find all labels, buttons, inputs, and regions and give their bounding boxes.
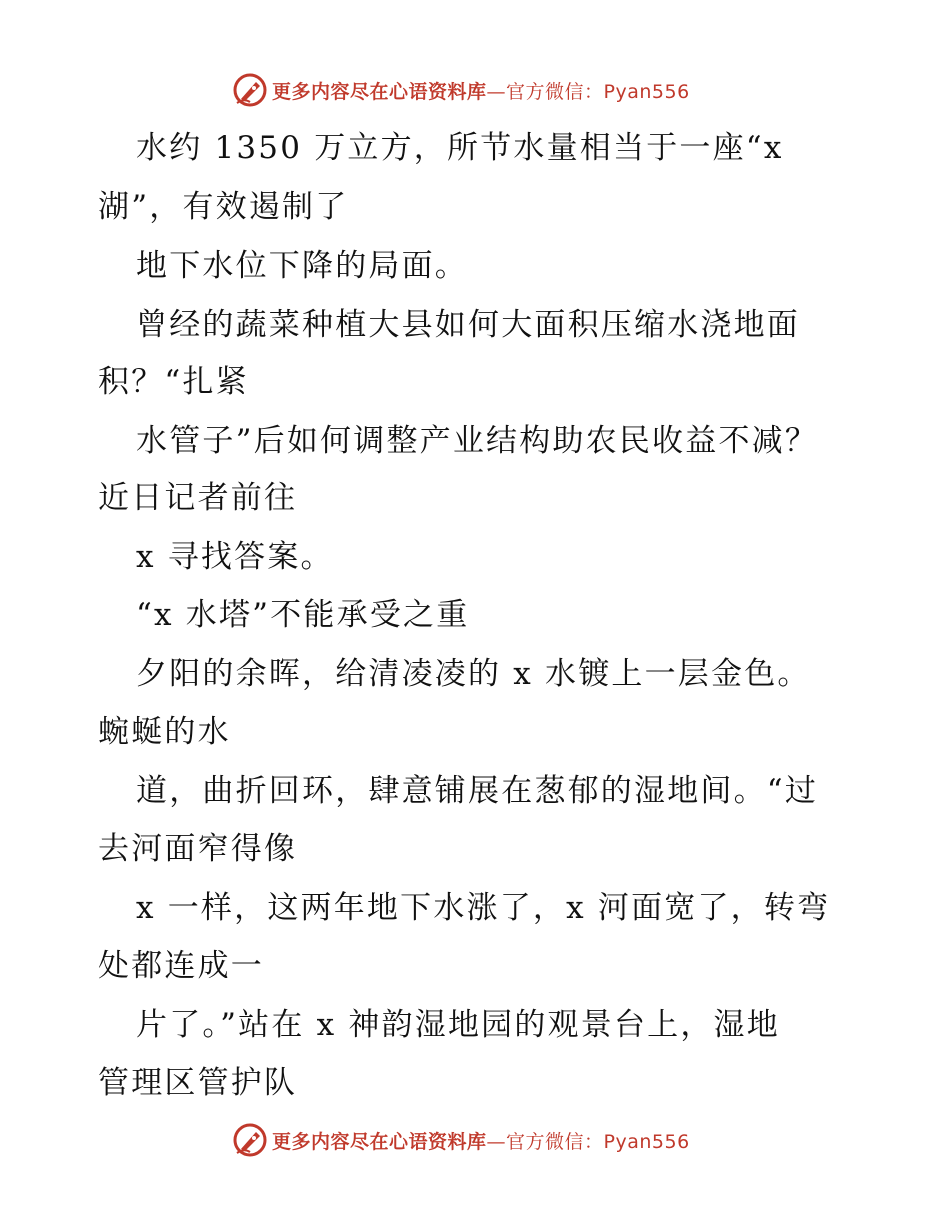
footer-watermark: [232, 1122, 712, 1158]
text-line: “x 水塔”不能承受之重: [136, 597, 470, 633]
text-line: 水约 1350 万立方，所节水量相当于一座“x: [136, 130, 784, 166]
pen-nib-logo-icon: [232, 1122, 268, 1158]
text-line: 片了。”站在 x 神韵湿地园的观景台上，湿地: [136, 1007, 780, 1043]
watermark-text: [272, 1127, 690, 1154]
text-line: 处都连成一: [98, 948, 264, 984]
watermark-dash: —: [486, 80, 507, 103]
text-line: 夕阳的余晖，给清凌凌的 x 水镀上一层金色。: [136, 656, 811, 692]
watermark-wechat-label: 官方微信：: [506, 1130, 604, 1153]
text-line: 蜿蜒的水: [98, 714, 231, 750]
text-line: 曾经的蔬菜种植大县如何大面积压缩水浇地面: [136, 307, 800, 343]
watermark-dash: —: [486, 1130, 507, 1153]
watermark-wechat-label: 官方微信：: [506, 80, 604, 103]
text-line: 湖”，有效遏制了: [98, 189, 349, 225]
watermark-wechat-id: Pyan556: [603, 1130, 690, 1153]
text-line: 管理区管护队: [98, 1065, 298, 1101]
text-line: 水管子”后如何调整产业结构助农民收益不减？: [136, 423, 819, 459]
text-line: x 寻找答案。: [136, 539, 334, 575]
text-line: x 一样，这两年地下水涨了，x 河面宽了，转弯: [136, 890, 831, 926]
watermark-site: 更多内容尽在心语资料库: [272, 1130, 487, 1153]
watermark-site: 更多内容尽在心语资料库: [272, 80, 487, 103]
text-line: 道，曲折回环，肆意铺展在葱郁的湿地间。“过: [136, 773, 819, 809]
watermark-wechat-id: Pyan556: [603, 80, 690, 103]
text-line: 地下水位下降的局面。: [136, 248, 468, 284]
text-line: 积？“扎紧: [98, 364, 249, 400]
text-line: 去河面窄得像: [98, 831, 298, 867]
text-line: 近日记者前往: [98, 480, 298, 516]
